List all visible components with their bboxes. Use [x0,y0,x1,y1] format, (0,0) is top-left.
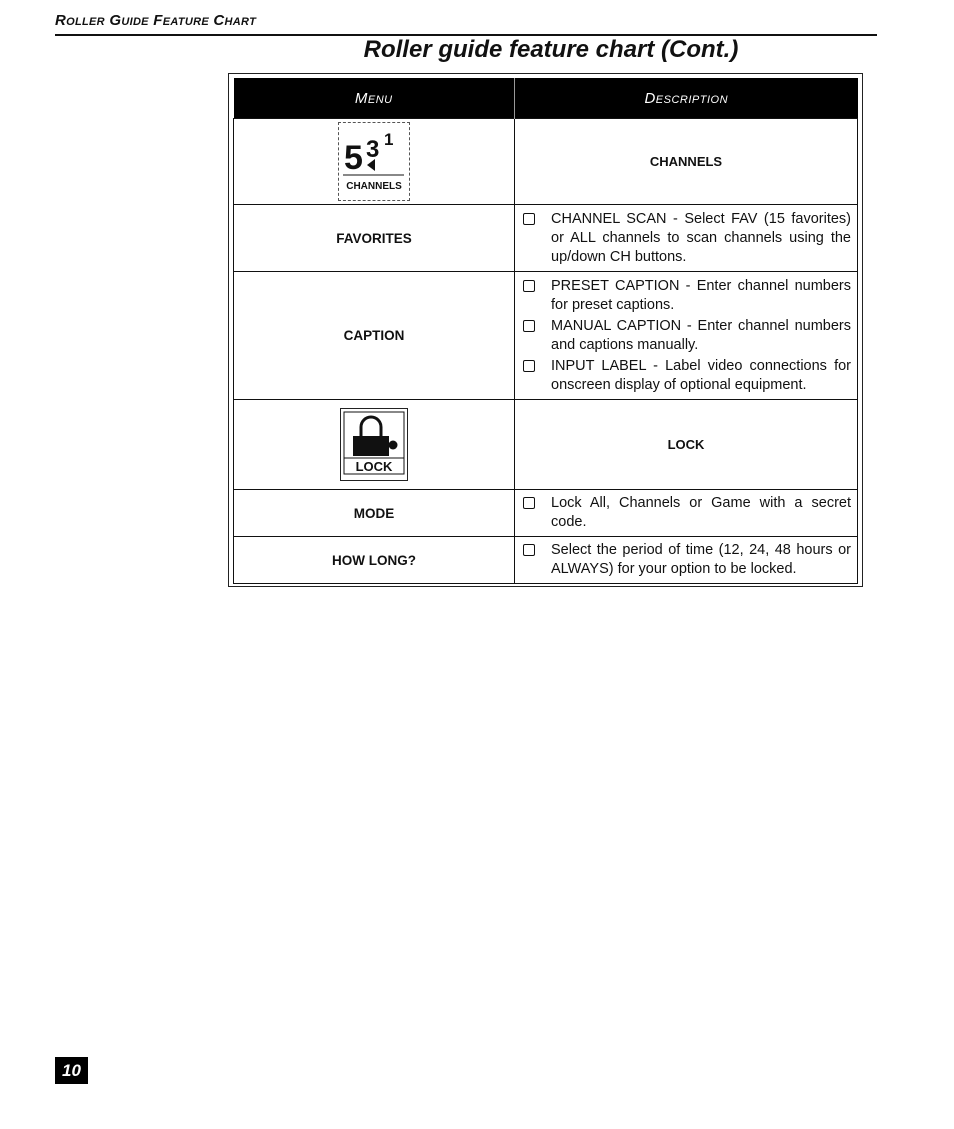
padlock-icon [340,408,408,481]
table-row [234,400,858,490]
favorites-menu-label: FAVORITES [234,205,515,272]
list-item [523,541,851,579]
svg-text:5: 5 [344,139,363,177]
page-number: 10 [55,1057,88,1084]
list-item-text: INPUT LABEL - Label video connections for onscreen display of optional equipment. [551,357,851,393]
caption-description [515,272,858,400]
list-item-text: MANUAL CAPTION - Enter channel numbers and captions manually. [551,317,851,353]
svg-text:3: 3 [366,136,380,163]
feature-table [233,78,858,584]
page-title [0,36,954,64]
caption-menu-label: CAPTION [234,272,515,400]
checkbox-bullet-icon [523,497,535,509]
checkbox-bullet-icon [523,360,535,372]
mode-menu-label: MODE [234,490,515,537]
channels-section-title: CHANNELS [515,119,858,205]
list-item-text: PRESET CAPTION - Enter channel numbers for preset captions. [551,277,851,313]
table-header-row [234,78,858,119]
list-item [523,317,851,355]
channels-icon [338,122,410,201]
checkbox-bullet-icon [523,320,535,332]
how-long-menu-label: HOW LONG? [234,537,515,584]
list-item [523,357,851,395]
section-header-text: Roller Guide Feature Chart [55,12,257,29]
table-row [234,119,858,205]
list-item [523,210,851,267]
table-row [234,537,858,584]
checkbox-bullet-icon [523,213,535,225]
checkbox-bullet-icon [523,280,535,292]
lock-icon-label: LOCK [355,459,393,474]
svg-text:1: 1 [384,130,394,149]
list-item-text: Select the period of time (12, 24, 48 hours or ALWAYS) for your option to be locked. [551,542,851,577]
table-row [234,272,858,400]
checkbox-bullet-icon [523,544,535,556]
lock-icon-cell [234,400,515,490]
description-column-header: Description [515,78,858,119]
channels-icon-label: CHANNELS [346,181,402,192]
favorites-description [515,205,858,272]
section-header [55,12,877,36]
mode-description [515,490,858,537]
table-row [234,490,858,537]
feature-chart [228,73,863,587]
page-title-text: Roller guide feature chart (Cont.) [363,36,739,63]
list-item [523,494,851,532]
how-long-description [515,537,858,584]
list-item [523,277,851,315]
lock-section-title: LOCK [515,400,858,490]
menu-column-header: Menu [234,78,515,119]
list-item-text: Lock All, Channels or Game with a secret code. [551,495,851,530]
table-row [234,205,858,272]
channels-icon-cell [234,119,515,205]
list-item-text: CHANNEL SCAN - Select FAV (15 favorites) or ALL channels to scan channels using the up/down CH buttons. [551,210,851,265]
